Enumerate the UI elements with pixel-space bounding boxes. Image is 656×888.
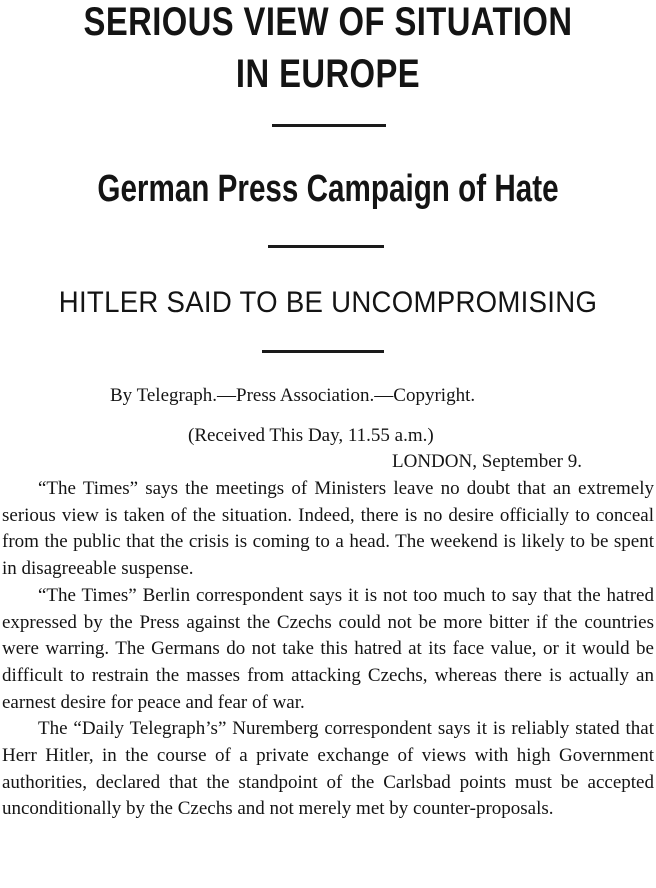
divider-rule-1 — [272, 124, 386, 127]
article-body — [2, 476, 654, 823]
headline-line-2: IN EUROPE — [235, 52, 421, 96]
article-paragraph-2: “The Times” Berlin correspondent says it is not too much to say that the hatred expressed by the Press against the Czechs could not be more bitter if the countries were warring. The Germans do not take this hatred at its face value, or it would be difficult to restrain the masses from attacking Czechs, whereas there is actually an earnest desire for peace and fear of war. — [2, 584, 654, 713]
divider-rule-2 — [268, 245, 384, 248]
deck-headline: HITLER SAID TO BE UNCOMPROMISING — [58, 286, 598, 319]
divider-rule-3 — [262, 350, 384, 353]
byline: By Telegraph.—Press Association.—Copyright. — [110, 385, 476, 406]
received-time: (Received This Day, 11.55 a.m.) — [188, 425, 434, 446]
dateline: LONDON, September 9. — [392, 451, 582, 472]
subheadline: German Press Campaign of Hate — [97, 168, 559, 210]
article-paragraph-1: “The Times” says the meetings of Ministers leave no doubt that an extremely serious view is taken of the situation. Indeed, there is no desire officially to conceal from the public that the crisis is coming to a head. The weekend is likely to be spent in disagreeable suspense. — [2, 478, 654, 580]
headline-line-1: SERIOUS VIEW OF SITUATION — [83, 0, 573, 44]
article-paragraph-3: The “Daily Telegraph’s” Nuremberg correspondent says it is reliably stated that Herr Hitler, in the course of a private exchange of views with high Government authorities, declared that the standpoint of the Carlsbad points must be accepted unconditionally by the Czechs and not merely met by counter-proposals. — [2, 718, 654, 820]
